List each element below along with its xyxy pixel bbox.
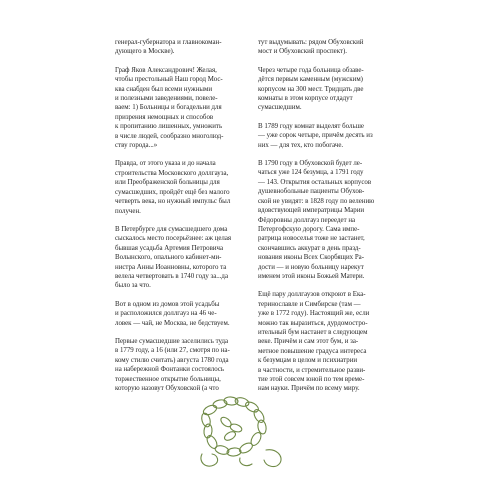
paragraph: Через четыре года больница обзаве- дётся первым каменным (мужским) корпусом на 300 мест. Тридцать две комнаты в этом корпусе отдадут сумасшедшим. — [258, 66, 364, 112]
paragraph: Правда, от этого указа и до начала строительства Московского доллгауза, или Преображенской больницы для сумасшедших, пройдёт ещё без малого четверть века, но нужный импульс был получен. — [115, 160, 231, 215]
decree-quote: Граф Яков Александрович! Желая, чтобы престольный Наш город Мос- ква снабден был всеми нужными и полезными заведениями, повеле- ваем: 1) Больницы и богадельни для призрения немощных и способов к пропитанию лишенных, умножить в числе людей, сообразно многолюд- ству города...» — [115, 66, 224, 150]
paragraph: Первые сумасшедшие заселились туда в 1779 году, а 16 (или 27, смотря по на- кому стилю считать) августа 1780 года на набережной Фонтанки состоялось торжественное открытие больницы, которую назовут Обуховской (а что — [115, 337, 230, 392]
paragraph: В 1789 году комнат выделят больше — уже сорок четыре, причём десять из них — для тех, кто побогаче. — [258, 122, 373, 149]
right-text-column — [258, 38, 386, 403]
paragraph: Вот в одном из домов этой усадьбы и расположился доллгауз на 46 че- ловек — чай, не Москва, не бедствуем. — [115, 300, 230, 327]
left-text-column — [115, 38, 243, 402]
paragraph: генерал-губернатора и главнокоман- дующего в Москве). — [115, 39, 222, 56]
chain-sketch-illustration — [196, 392, 288, 470]
paragraph: В Петербурге для сумасшедшего дома сыскалось место посерьёзнее: аж целая бывшая усадьба Артемия Петровича Волынского, опального кабинет-ми- нистра Анны Иоанновны, которого та велела четвертовать в 1740 году за...да было за что. — [115, 225, 232, 290]
paragraph: тут выдумывать: рядом Обуховский мост и Обуховский проспект). — [258, 39, 364, 56]
paragraph: В 1790 году в Обуховской будет ле- чаться уже 124 безумца, а 1791 году — 143. Открытия остальных корпусов душевнобольные пациенты Обухов- ской не увидят: в 1828 году по велению вдовствующей императрицы Марии Фёдоровны доллгауз переедет на Петергофскую дорогу. Сама импе- ратрица новоселья тоже не застанет, скончавшись аккурат в день празд- нования иконы Всех Скорбящих Ра- дости — и новую больницу нарекут именем этой иконы Божьей Матери. — [258, 160, 375, 280]
paragraph: Ещё пару доллгаузов откроют в Ека- теринославле и Симбирске (там — уже в 1772 году). Настоящий же, если можно так выразиться, дурдомостро- ительный бум настанет в следующем веке. Причём и сам этот бум, и за- метное повышение градуса интереса к безумцам в целом и психиатрии в частности, и стремительное разви- тие этой совсем юной по тем време- нам науки. Причём по всему миру. — [258, 291, 370, 393]
